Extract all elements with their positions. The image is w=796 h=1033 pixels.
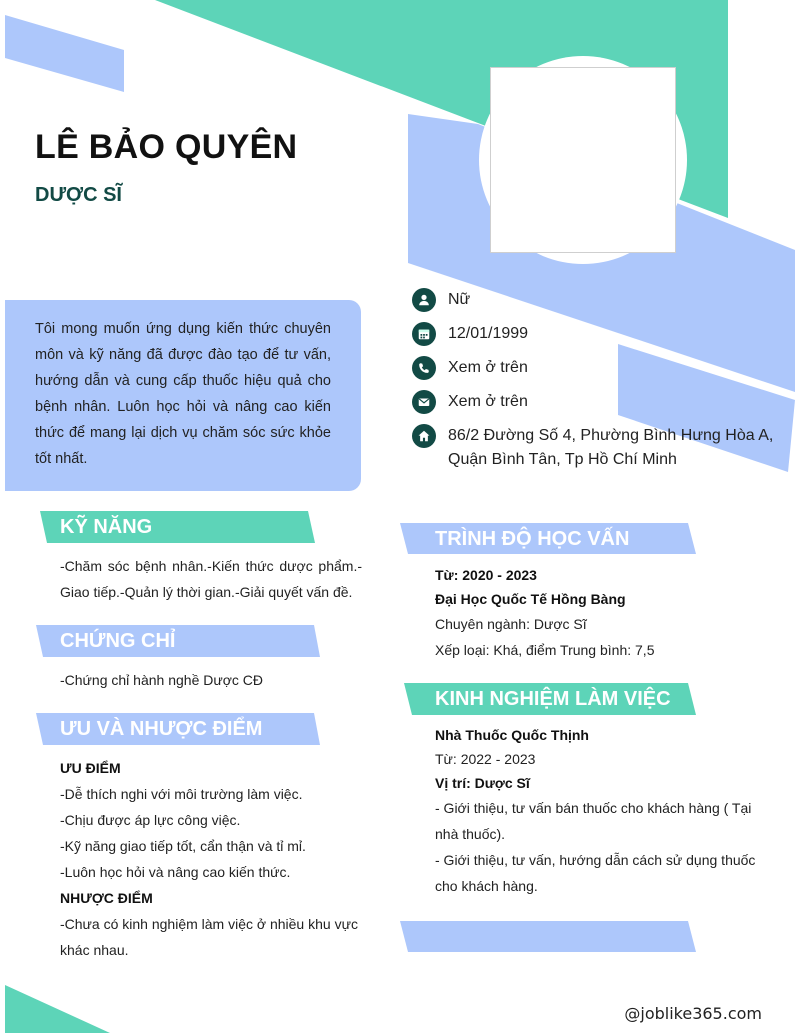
pros-item: -Chịu được áp lực công việc. bbox=[60, 812, 241, 828]
experience-duty: - Giới thiệu, tư vấn, hướng dẫn cách sử dụng thuốc cho khách hàng. bbox=[435, 852, 756, 894]
contact-text: Nữ bbox=[448, 291, 471, 308]
experience-duty: - Giới thiệu, tư vấn bán thuốc cho khách hàng ( Tại nhà thuốc). bbox=[435, 800, 752, 842]
cons-item: -Chưa có kinh nghiệm làm việc ở nhiều khu vực khác nhau. bbox=[60, 916, 358, 958]
education-grade: Xếp loại: Khá, điểm Trung bình: 7,5 bbox=[435, 642, 655, 658]
candidate-role: DƯỢC SĨ bbox=[35, 184, 122, 206]
education-school: Đại Học Quốc Tế Hồng Bàng bbox=[435, 591, 626, 607]
certificates-text: -Chứng chỉ hành nghề Dược CĐ bbox=[60, 672, 264, 688]
cons-label: NHƯỢC ĐIỂM bbox=[60, 890, 153, 906]
education-title: TRÌNH ĐỘ HỌC VẤN bbox=[435, 528, 630, 550]
experience-body bbox=[435, 723, 765, 899]
summary-text: Tôi mong muốn ứng dụng kiến thức chuyên môn và kỹ năng đã được đào tạo để tư vấn, hướng dẫn và cung cấp thuốc hiệu quả cho bệnh nhân. Luôn học hỏi và nâng cao kiến thức để mang lại dịch vụ chăm sóc sức khỏe tốt nhất. bbox=[35, 321, 331, 467]
pros-item: -Kỹ năng giao tiếp tốt, cẩn thận và tỉ mỉ. bbox=[60, 838, 306, 854]
education-body bbox=[435, 563, 765, 663]
profile-photo bbox=[490, 67, 676, 253]
footer-watermark: @joblike365.com bbox=[624, 1004, 762, 1023]
candidate-name: LÊ BẢO QUYÊN bbox=[35, 128, 298, 166]
summary-box bbox=[5, 300, 361, 491]
calendar-icon bbox=[412, 322, 436, 346]
blank-header-bar bbox=[400, 921, 696, 952]
contact-text: 12/01/1999 bbox=[448, 325, 529, 342]
proscons-title: ƯU VÀ NHƯỢC ĐIỂM bbox=[60, 718, 263, 740]
pros-label: ƯU ĐIỂM bbox=[60, 760, 121, 776]
blue-corner-shape bbox=[5, 15, 124, 92]
user-icon bbox=[412, 288, 436, 312]
certificates-title: CHỨNG CHỈ bbox=[60, 630, 176, 652]
experience-company: Nhà Thuốc Quốc Thịnh bbox=[435, 727, 589, 743]
pros-item: -Luôn học hỏi và nâng cao kiến thức. bbox=[60, 864, 291, 880]
contact-text: Xem ở trên bbox=[448, 359, 528, 376]
education-period: Từ: 2020 - 2023 bbox=[435, 567, 537, 583]
contact-address bbox=[412, 424, 782, 472]
contact-list bbox=[412, 288, 782, 482]
mail-icon bbox=[412, 390, 436, 414]
experience-position: Vị trí: Dược Sĩ bbox=[435, 775, 530, 791]
contact-gender bbox=[412, 288, 782, 312]
pros-item: -Dễ thích nghi với môi trường làm việc. bbox=[60, 786, 303, 802]
phone-icon bbox=[412, 356, 436, 380]
contact-email bbox=[412, 390, 782, 414]
teal-corner-bottom bbox=[5, 985, 110, 1033]
home-icon bbox=[412, 424, 436, 448]
contact-phone bbox=[412, 356, 782, 380]
contact-text: 86/2 Đường Số 4, Phường Bình Hưng Hòa A, Quận Bình Tân, Tp Hồ Chí Minh bbox=[448, 427, 774, 468]
experience-period: Từ: 2022 - 2023 bbox=[435, 751, 536, 767]
education-major: Chuyên ngành: Dược Sĩ bbox=[435, 616, 587, 632]
skills-title: KỸ NĂNG bbox=[60, 516, 153, 538]
proscons-body bbox=[60, 755, 362, 963]
contact-birthday bbox=[412, 322, 782, 346]
skills-text: -Chăm sóc bệnh nhân.-Kiến thức dược phẩm.-Giao tiếp.-Quản lý thời gian.-Giải quyết vấn đề. bbox=[60, 558, 362, 600]
experience-title: KINH NGHIỆM LÀM VIỆC bbox=[435, 688, 671, 710]
contact-text: Xem ở trên bbox=[448, 393, 528, 410]
